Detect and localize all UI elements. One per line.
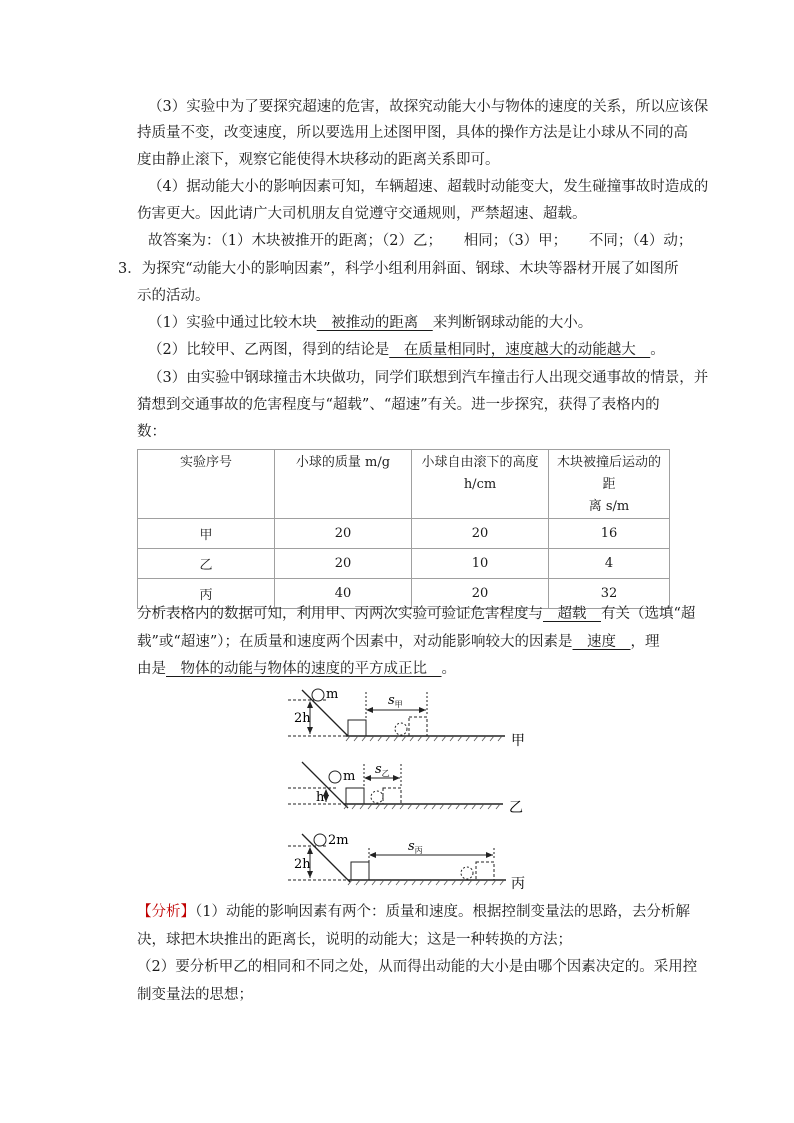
sub1-answer: 被推动的距离 (316, 315, 433, 331)
ball-ghost (461, 867, 473, 879)
mass-label: m (343, 769, 356, 784)
ball (314, 834, 326, 846)
sub2-suffix: 。 (650, 342, 665, 358)
ball-ghost (395, 723, 407, 735)
aq1-suffix: 有关（选填“超 (601, 606, 696, 622)
header-cell-2: 小球自由滚下的高度 h/cm (412, 450, 549, 519)
distance-label: $s_甲$ (388, 693, 403, 709)
ball (312, 689, 324, 701)
aq2-answer: 速度 (572, 634, 631, 650)
analysis-line3: （2）要分析甲乙的相同和不同之处，从而得出动能的大小是由哪个因素决定的。采用控 (137, 959, 698, 975)
ball (329, 771, 341, 783)
aq3-answer: 物体的动能与物体的速度的平方成正比 (166, 661, 442, 677)
header-cell-3: 木块被撞后运动的距 离 s/m (549, 450, 670, 519)
para3-line3: 度由静止滚下，观察它能使得木块移动的距离关系即可。 (137, 152, 500, 168)
height-label: 2h (294, 711, 311, 726)
table-cell: 32 (549, 579, 670, 609)
figure-bing (288, 833, 525, 892)
aq1-answer: 超载 (543, 606, 601, 622)
table-cell: 10 (412, 549, 549, 579)
block-ghost (409, 717, 427, 736)
table-cell: 20 (412, 519, 549, 549)
figure-jia (288, 687, 525, 749)
aq3-prefix: 由是 (137, 661, 166, 677)
subquestion-2 (148, 339, 665, 361)
table-cell: 4 (549, 549, 670, 579)
table-cell: 20 (412, 579, 549, 609)
analysis-question-line1 (137, 603, 695, 625)
ramp-line (302, 762, 348, 808)
block-ghost (383, 788, 401, 804)
question3-line1: 3．为探究“动能大小的影响因素”，科学小组利用斜面、钢球、木块等器材开展了如图所 (118, 261, 679, 277)
table-cell: 甲 (138, 519, 275, 549)
height-label: 2h (294, 857, 311, 872)
mass-label: 2m (328, 833, 349, 848)
aq3-suffix: 。 (441, 661, 456, 677)
table-cell: 40 (275, 579, 412, 609)
analysis-line4: 制变量法的思想； (137, 987, 253, 1003)
sub2-prefix: （2）比较甲、乙两图，得到的结论是 (148, 342, 390, 358)
sub2-answer: 在质量相同时，速度越大的动能越大 (389, 342, 651, 358)
aq1-prefix: 分析表格内的数据可知，利用甲、丙两次实验可验证危害程度与 (137, 606, 543, 622)
analysis-line1 (137, 901, 690, 923)
subquestion-1 (148, 312, 592, 334)
data-table (137, 449, 670, 609)
height-label: h (316, 790, 325, 805)
question3-line2: 示的活动。 (137, 288, 210, 304)
subquestion-3-line1: （3）由实验中钢球撞击木块做功，同学们联想到汽车撞击行人出现交通事故的情景，并 (148, 370, 709, 386)
sub1-suffix: 来判断钢球动能的大小。 (432, 315, 593, 331)
para4-line2: 伤害更大。因此请广大司机朋友自觉遵守交通规则，严禁超速、超载。 (137, 206, 587, 222)
table-cell: 16 (549, 519, 670, 549)
para4-line1: （4）据动能大小的影响因素可知，车辆超速、超载时动能变大，发生碰撞事故时造成的 (148, 179, 709, 195)
distance-label: $s_乙$ (375, 762, 390, 778)
table-cell: 20 (275, 549, 412, 579)
answer-line: 故答案为：（1）木块被推开的距离；（2）乙； 相同；（3）甲； 不同；（4）动； (148, 233, 693, 249)
distance-label: $s_丙$ (408, 839, 423, 855)
subquestion-3-line3: 数： (137, 424, 166, 440)
analysis-line2: 决，球把木块推出的距离长，说明的动能大；这是一种转换的方法； (137, 932, 572, 948)
block-ghost (476, 862, 494, 880)
wood-block (346, 788, 364, 804)
figure-label: 丙 (511, 876, 525, 892)
figure-label: 甲 (511, 733, 525, 749)
figure-yi (288, 762, 523, 816)
analysis-text-1: （1）动能的影响因素有两个：质量和速度。根据控制变量法的思路，去分析解 (195, 904, 690, 920)
header-cell-0: 实验序号 (138, 450, 275, 519)
para3-line1: （3）实验中为了要探究超速的危害，故探究动能大小与物体的速度的关系，所以应该保 (148, 99, 709, 115)
aq2-suffix: ，理 (630, 634, 660, 650)
analysis-tag: 【分析】 (137, 904, 195, 920)
aq2-prefix: 载”或“超速”）；在质量和速度两个因素中，对动能影响较大的因素是 (137, 634, 573, 650)
ball-ghost (371, 791, 383, 803)
figure-label: 乙 (509, 800, 523, 816)
table-header-row (138, 450, 670, 519)
analysis-question-line2 (137, 631, 660, 653)
table-row (138, 549, 670, 579)
wood-block (348, 720, 366, 736)
table-cell: 20 (275, 519, 412, 549)
para3-line2: 持质量不变，改变速度，所以要选用上述图甲图，具体的操作方法是让小球从不同的高 (137, 125, 688, 141)
table-cell: 乙 (138, 549, 275, 579)
subquestion-3-line2: 猜想到交通事故的危害程度与“超载”、“超速”有关。进一步探究，获得了表格内的 (137, 397, 660, 413)
mass-label: m (326, 687, 339, 702)
experiment-figure (280, 684, 540, 894)
analysis-question-line3 (137, 658, 456, 680)
wood-block (351, 862, 369, 880)
table-row (138, 519, 670, 549)
sub1-prefix: （1）实验中通过比较木块 (148, 315, 317, 331)
header-cell-1: 小球的质量 m/g (275, 450, 412, 519)
table-cell: 丙 (138, 579, 275, 609)
